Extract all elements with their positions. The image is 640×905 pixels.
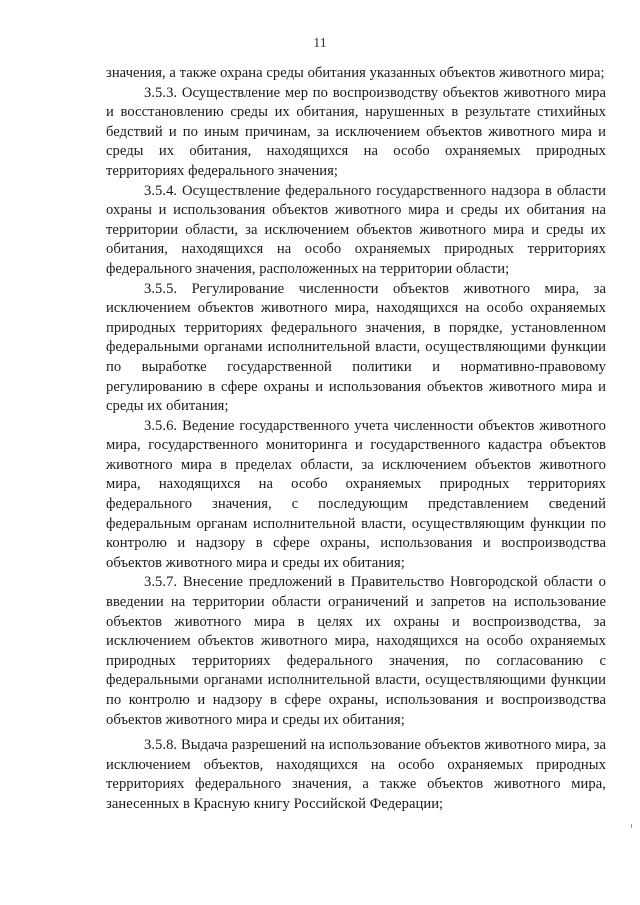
paragraph-continuation: значения, а также охрана среды обитания указанных объектов животного мира; (106, 65, 605, 81)
paragraph-3-5-6: 3.5.6. Ведение государственного учета численности объектов животного мира, государственного мониторинга и государственного кадастра объектов животного мира в пределах области, за исключением объектов животного мира, находящихся на особо охраняемых природных территориях федерального значения, с последующим представлением сведений федеральным органам исполнительной власти, осуществляющим функции по контролю и надзору в сфере охраны, использования и воспроизводства объектов животного мира и среды их обитания; (106, 417, 606, 571)
paragraph-3-5-5: 3.5.5. Регулирование численности объектов животного мира, за исключением объектов животного мира, находящихся на особо охраняемых природных территориях федерального значения, в порядке, установленном федеральными органами исполнительной власти, осуществляющими функции по выработке государственной политики и нормативно-правовому регулированию в сфере охраны и использования объектов животного мира и среды их обитания; (106, 280, 606, 415)
document-body (106, 64, 606, 815)
paragraph-3-5-8: 3.5.8. Выдача разрешений на использование объектов животного мира, за исключением объектов, находящихся на особо охраняемых природных территориях федерального значения, а также объектов животного мира, занесенных в Красную книгу Российской Федерации; (106, 737, 606, 812)
paragraph-3-5-4: 3.5.4. Осуществление федерального государственного надзора в области охраны и использования объектов животного мира и среды их обитания на территории области, за исключением объектов животного мира и среды их обитания, находящихся на особо охраняемых природных территориях федерального значения, расположенных на территории области; (106, 182, 606, 277)
scan-edge-mark (631, 824, 632, 828)
paragraph-3-5-7: 3.5.7. Внесение предложений в Правительство Новгородской области о введении на территории области ограничений и запретов на использование объектов животного мира в целях их охраны и воспроизводства, за исключением объектов животного мира, находящихся на особо охраняемых природных территориях федерального значения, по согласованию с федеральными органами исполнительной власти, осуществляющими функции по контролю и надзору в сфере охраны, использования и воспроизводства объектов животного мира и среды их обитания; (106, 574, 606, 728)
page-number: 11 (313, 36, 327, 51)
paragraph-3-5-3: 3.5.3. Осуществление мер по воспроизводству объектов животного мира и восстановлению среды их обитания, нарушенных в результате стихийных бедствий и по иным причинам, за исключением объектов животного мира и среды их обитания, находящихся на особо охраняемых природных территориях федерального значения; (106, 84, 606, 179)
